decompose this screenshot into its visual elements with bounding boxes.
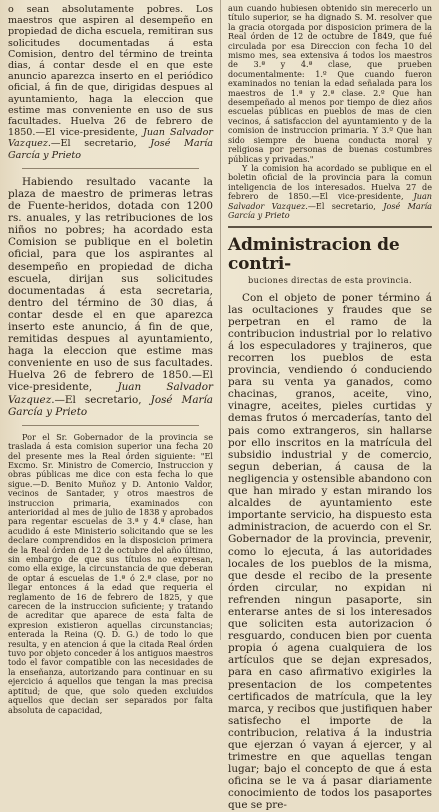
real-orden-continuation: aun cuando hubiesen obtenido sin merecerlo un título superior, se ha dignado S. M. resolver que la gracia otorgada por disposicion primera de la Real órden de 12 de octubre de 1849, que fué circulada por esa Direccion con fecha 10 del mismo mes, sea extensiva á todos los maestros de 3.ª y 4.ª clase, que prueben documentalmente: 1.º Que cuando fueron examinados no tenian la edad señalada para los maestros de 1.ª y 2.ª clase. 2.º Que han desempeñado al menos por tiempo de diez años escuelas públicas en pueblos de mas de cien vecinos, á satisfaccion del ayuntamiento y de la comision de instruccion primaria. Y 3.º Que han sido siempre de buena conducta moral y religiosa por personas de buenas costumbres públicas y privadas."	[228, 3, 432, 164]
notice-escuela-paragraph	[8, 4, 213, 161]
secretary-signature: José María García y Prieto	[8, 393, 214, 418]
notice-fuente-heridos-text: Habiendo resultado vacante la plaza de maestro de primeras letras de Fuente-heridos, dotada con 1200 rs. anuales, y las retribuciones de los niños no pobres; ha acordado esta Comision se publique en el boletin oficial, para que los aspirantes al desempeño en propiedad de dicha escuela, dirijan sus solicitudes documentadas á esta secretaria, dentro del término de 30 dias, á contar desde el en que aparezca inserto este anuncio, á fin de que, remitidas despues al ayuntamiento, haga la eleccion que estime mas conveniente en uso de sus facultades. Huelva 26 de febrero de 1850.—El vice-presidente,	[8, 175, 213, 394]
vice-president-signature: Juan Salvador Vazquez	[228, 191, 432, 211]
section-divider	[22, 168, 199, 169]
secretary-signature: José María García y Prieto	[228, 200, 433, 220]
comision-publication-text: Y la comision ha acordado se publique en el boletin oficial de la provincia para la comun inteligencia de los interesados. Huelva 27 de febrero de 1850.—El vice-presidente,	[228, 162, 432, 202]
vice-president-signature: Juan Salvador Vazquez	[8, 381, 213, 406]
real-orden-paragraph: Por el Sr. Gobernador de la provincia se traslada á esta comision superior una fecha 20 del presente mes la Real órden siguiente: "El Excmo. Sr. Ministro de Comercio, Instruccion y obras públicas me dice con esta fecha lo que sigue.—D. Benito Muñoz y D. Antonio Valdor, vecinos de Santader, y otros maestros de instruccion primaria, examinados con anterioridad al mes de julio de 1838 y aprobados para regentar escuelas de 3.ª y 4.ª clase, han acudido á este Ministerio solicitando que se les declare comprendidos en la disposicion primera de la Real órden de 12 de octubre del año último, sin embargo de que sus títulos no expresan, como ella exige, la circunstancia de que deberan de optar á escuelas de 1.ª ó 2.ª clase, por no llegar entonces á la edad que requeria el reglamento de 16 de febrero de 1825, y que carecen de la instruccion suficiente; y tratando de acreditar que aparece de esta falta de expresion existieron aquellas circunstancias; enterada la Reina (Q. D. G.) de todo lo que resulta, y en atencion á que la citada Real órden tuvo por objeto conceder á los antiguos maestros todo el favor compatible con las necesidades de la enseñanza, autorizando para continuar en su ejercicio á aquellos que tengan la mas precisa aptitud; de que, que solo queden excluidos aquellos que decian ser separados por falta absoluta de capacidad,	[8, 431, 213, 715]
secretary-label: .—El secretario,	[51, 393, 142, 406]
contribuciones-paragraph: Con el objeto de poner término á las ocultaciones y fraudes que se perpetran en el ramo de la contribucion industrial por lo relativo á los especuladores y trajineros, que recorren los pueblos de esta provincia, vendiendo ó conduciendo para su venta ya ganados, como chacinas, granos, aceite, vino, vinagre, aceites, pieles curtidas y demas frutos ó mercaderías, tanto del pais como extrangeros, sin hallarse por ello inscritos en la matrícula del subsidio industrial y de comercio, segun deberian, á causa de la negligencia y ostensible abandono con que han mirado y estan mirando los alcaldes de ayuntamiento este importante servicio, ha dispuesto esta administracion, de acuerdo con el Sr. Gobernador de la provincia, prevenir, como lo ejecuta, á las autoridades locales de los pueblos de la misma, que desde el recibo de la presente órden circular, no expidan ni refrenden ningun pasaporte, sin enterarse antes de si los interesados que soliciten esta autorizacion ó resguardo, conducen bien por cuenta propia ó agena cualquiera de los artículos que se dejan expresados, para en caso afirmativo exigirles la presentacion de los competentes certificados de matrícula, que la ley marca, y recibos que justifiquen haber satisfecho el importe de la contribucion, relativa á la industria que ejerzan ó vayan á ejercer, y al trimestre en que aquellas tengan lugar; bajo el concepto de que á esta oficina se le va á pasar diariamente conocimiento de todos los pasaportes que se pre-	[228, 291, 432, 812]
left-column	[8, 4, 213, 715]
comision-publication-paragraph	[228, 164, 432, 220]
notice-escuela-text: o sean absolutamente pobres. Los maestros que aspiren al desempeño en propiedad de dicha escuela, remitiran sus solicitudes documentadas á esta Comision, dentro del término de treinta dias, á contar desde el en que este anuncio aparezca inserto en el periódico oficial, á fin de que, dirigidas despues al ayuntamiento, haga la eleccion que estime mas conveniente en uso de sus facultades. Huelva 26 de febrero de 1850.—El vice-presidente,	[8, 4, 213, 139]
secretary-label: .—El secretario,	[47, 138, 137, 150]
column-rule	[220, 0, 221, 640]
section-subheading: buciones directas de esta provincia.	[248, 275, 412, 286]
vice-president-signature: Juan Salvador Vazquez	[8, 127, 213, 150]
secretary-signature: José María García y Prieto	[8, 138, 213, 161]
section-divider	[22, 425, 199, 426]
section-divider	[228, 226, 432, 228]
notice-fuente-heridos-paragraph	[8, 176, 213, 418]
right-column	[228, 4, 432, 812]
secretary-label: .—El secretario,	[305, 200, 376, 211]
section-heading: Administracion de contri-	[228, 235, 400, 275]
